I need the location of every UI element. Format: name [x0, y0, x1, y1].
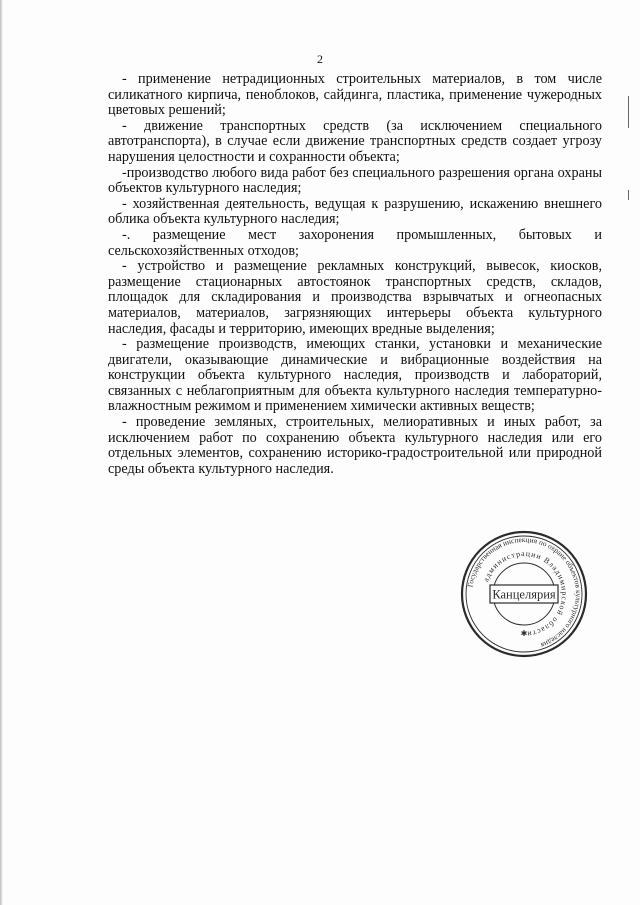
page-number: 2 — [317, 52, 323, 66]
list-item: - размещение производств, имеющих станки, установки и механические двигатели, оказывающие динамические и вибрационные воздействия на конструкции объекта культурного наследия, производств и лабораторий, связанных с неблагоприятным для объекта культурного наследия температурно-влажностным режимом и применением химически активных веществ; — [108, 336, 602, 415]
list-item: -производство любого вида работ без специального разрешения органа охраны объектов культурного наследия; — [108, 164, 602, 197]
star-icon: ✱ — [520, 629, 528, 638]
list-item: - устройство и размещение рекламных конструкций, вывесок, киосков, размещение стационарных автостоянок транспортных средств, складов, площадок для складирования и производства взрывчатых и огнеопасных материалов, материалов, загрязняющих интерьеры объекта культурного наследия, фасады и территорию, имеющих вредные выделения; — [108, 258, 602, 337]
margin-mark — [628, 190, 629, 200]
stamp-seal — [460, 530, 588, 658]
margin-mark — [628, 96, 629, 128]
list-item: - движение транспортных средств (за исключением специального автотранспорта), в случае если движение транспортных средств создает угрозу нарушения целостности и сохранности объекта; — [108, 117, 602, 165]
scan-edge — [0, 0, 3, 905]
stamp-inner-text: администрации Владимирской области — [481, 548, 570, 639]
office-stamp — [460, 530, 588, 658]
list-item: - применение нетрадиционных строительных материалов, в том числе силикатного кирпича, пеноблоков, сайдинга, пластика, применение чужеродных цветовых решений; — [108, 71, 602, 119]
list-item: -. размещение мест захоронения промышленных, бытовых и сельскохозяйственных отходов; — [108, 226, 602, 259]
document-body — [108, 72, 602, 477]
list-item: - проведение земляных, строительных, мелиоративных и иных работ, за исключением работ по сохранению объекта культурного наследия или его отдельных элементов, сохранению историко-градостроительной или природной среды объекта культурного наследия. — [108, 414, 602, 477]
stamp-center-label: Канцелярия — [492, 587, 556, 602]
list-item: - хозяйственная деятельность, ведущая к разрушению, искажению внешнего облика объекта культурного наследия; — [108, 195, 602, 228]
stamp-outer-text: Государственная инспекция по охране объектов культурного наследия — [465, 534, 584, 650]
